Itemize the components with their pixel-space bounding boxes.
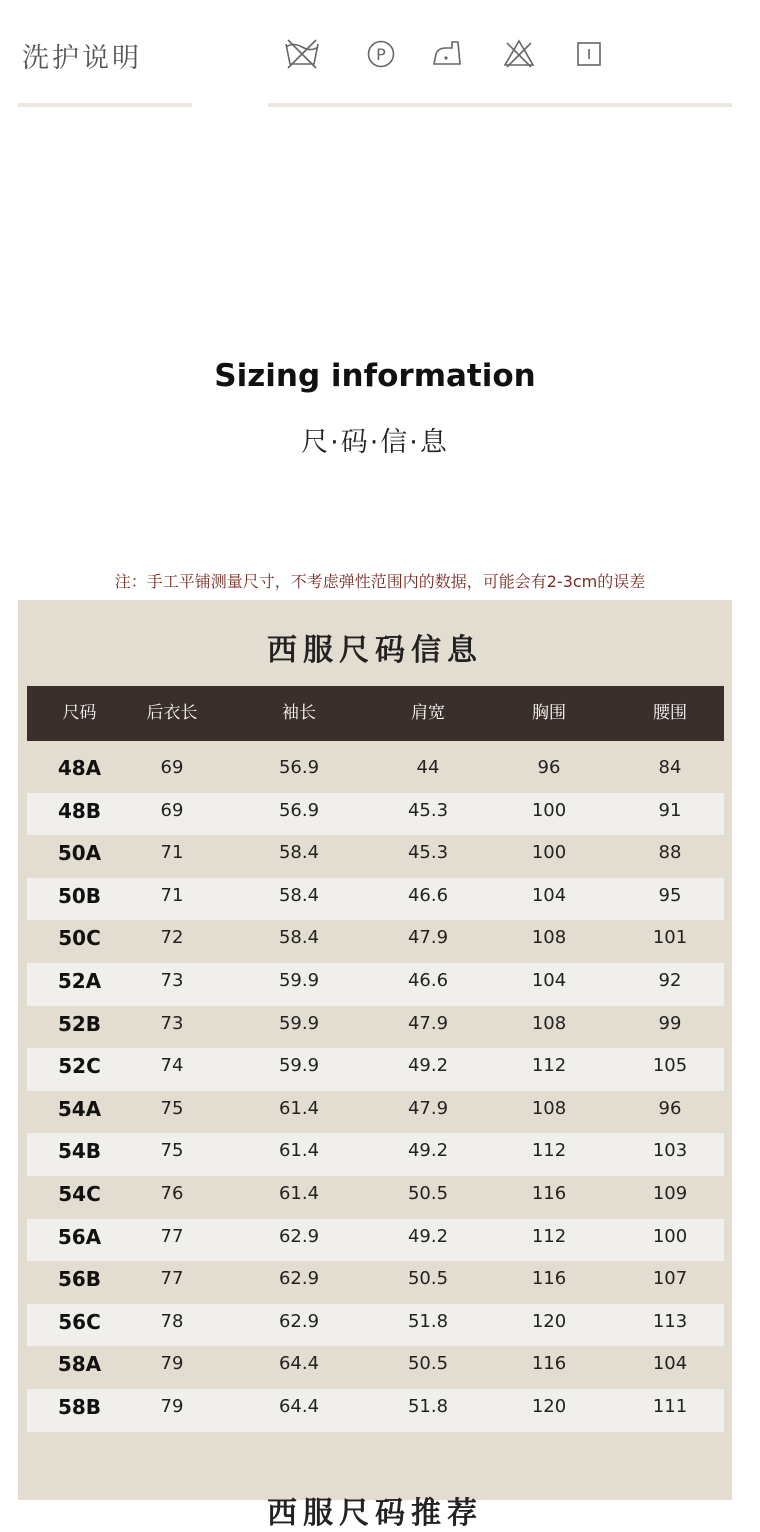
value-cell: 103 [652, 1140, 688, 1162]
value-cell: 45.3 [407, 842, 449, 864]
svg-text:P: P [376, 45, 386, 64]
value-cell: 95 [658, 884, 682, 906]
value-cell: 109 [652, 1182, 688, 1204]
value-cell: 59.9 [278, 1055, 320, 1077]
value-cell: 62.9 [278, 1310, 320, 1332]
table-title: 西服尺码信息 [267, 633, 483, 668]
size-cell: 54A [57, 1096, 102, 1121]
table-row [27, 1133, 724, 1176]
value-cell: 72 [160, 927, 184, 949]
value-cell: 64.4 [278, 1353, 320, 1375]
value-cell: 58.4 [278, 884, 320, 906]
no-wash-icon [283, 36, 321, 72]
value-cell: 69 [160, 799, 184, 821]
value-cell: 100 [531, 842, 567, 864]
value-cell: 100 [531, 799, 567, 821]
value-cell: 100 [652, 1225, 688, 1247]
value-cell: 96 [537, 757, 561, 778]
size-cell: 50C [58, 926, 101, 951]
value-cell: 79 [160, 1353, 184, 1375]
value-cell: 75 [160, 1097, 184, 1119]
size-cell: 56B [57, 1267, 102, 1292]
table-row [27, 1091, 724, 1134]
value-cell: 108 [531, 1097, 567, 1119]
table-body [27, 750, 724, 1432]
care-instructions-header [0, 0, 750, 110]
value-cell: 116 [531, 1182, 567, 1204]
table-row [27, 1048, 724, 1091]
table-row [27, 1176, 724, 1219]
header-sleeve: 袖长 [282, 703, 316, 723]
value-cell: 104 [531, 969, 567, 991]
value-cell: 79 [160, 1395, 184, 1417]
value-cell: 44 [416, 757, 440, 778]
table-row [27, 1389, 724, 1432]
sizing-title-en: Sizing information [214, 358, 536, 394]
value-cell: 104 [531, 884, 567, 906]
size-table-panel [18, 600, 732, 1531]
size-cell: 58A [57, 1352, 102, 1377]
value-cell: 47.9 [407, 927, 449, 949]
measurement-note: 注：手工平铺测量尺寸，不考虑弹性范围内的数据，可能会有2-3cm的误差 [114, 572, 646, 591]
sizing-title-cn: 尺·码·信·息 [301, 427, 449, 458]
value-cell: 49.2 [407, 1055, 449, 1077]
value-cell: 77 [160, 1225, 184, 1247]
table-row [27, 835, 724, 878]
value-cell: 113 [652, 1310, 688, 1332]
value-cell: 108 [531, 927, 567, 949]
value-cell: 49.2 [407, 1225, 449, 1247]
header-back-length: 后衣长 [146, 703, 198, 723]
value-cell: 61.4 [278, 1140, 320, 1162]
value-cell: 96 [658, 1097, 682, 1119]
table-row [27, 1006, 724, 1049]
value-cell: 104 [652, 1353, 688, 1375]
value-cell: 69 [160, 757, 184, 778]
size-cell: 50A [57, 841, 102, 866]
value-cell: 112 [531, 1055, 567, 1077]
value-cell: 107 [652, 1268, 688, 1290]
table-row [27, 1261, 724, 1304]
value-cell: 61.4 [278, 1182, 320, 1204]
value-cell: 120 [531, 1395, 567, 1417]
care-title: 洗护说明 [22, 43, 142, 74]
table-row [27, 878, 724, 921]
table-row [27, 963, 724, 1006]
value-cell: 47.9 [407, 1012, 449, 1034]
table-row [27, 1219, 724, 1262]
value-cell: 74 [160, 1055, 184, 1077]
value-cell: 84 [658, 757, 682, 778]
value-cell: 62.9 [278, 1268, 320, 1290]
size-cell: 50B [57, 883, 102, 908]
value-cell: 111 [652, 1395, 688, 1417]
value-cell: 78 [160, 1310, 184, 1332]
value-cell: 116 [531, 1353, 567, 1375]
value-cell: 101 [652, 927, 688, 949]
value-cell: 73 [160, 969, 184, 991]
size-cell: 54C [58, 1181, 101, 1206]
size-cell: 52B [57, 1011, 102, 1036]
value-cell: 49.2 [407, 1140, 449, 1162]
value-cell: 62.9 [278, 1225, 320, 1247]
header-chest: 胸围 [532, 703, 566, 723]
value-cell: 71 [160, 884, 184, 906]
value-cell: 59.9 [278, 1012, 320, 1034]
table-row [27, 1304, 724, 1347]
value-cell: 116 [531, 1268, 567, 1290]
size-cell: 48A [57, 756, 102, 780]
value-cell: 112 [531, 1225, 567, 1247]
value-cell: 73 [160, 1012, 184, 1034]
value-cell: 77 [160, 1268, 184, 1290]
value-cell: 50.5 [407, 1353, 449, 1375]
value-cell: 105 [652, 1055, 688, 1077]
table-row [27, 750, 724, 793]
value-cell: 51.8 [407, 1310, 449, 1332]
value-cell: 91 [658, 799, 682, 821]
value-cell: 71 [160, 842, 184, 864]
header-divider-left [18, 103, 192, 107]
value-cell: 120 [531, 1310, 567, 1332]
size-cell: 54B [57, 1139, 102, 1164]
value-cell: 56.9 [278, 799, 320, 821]
value-cell: 99 [658, 1012, 682, 1034]
header-size: 尺码 [62, 703, 97, 723]
header-waist: 腰围 [653, 703, 687, 723]
table-row [27, 1346, 724, 1389]
size-cell: 58B [57, 1394, 102, 1419]
value-cell: 64.4 [278, 1395, 320, 1417]
value-cell: 88 [658, 842, 682, 864]
table-header [27, 686, 724, 741]
value-cell: 112 [531, 1140, 567, 1162]
value-cell: 108 [531, 1012, 567, 1034]
recommendation-title: 西服尺码推荐 [267, 1496, 483, 1531]
care-icons-row [0, 36, 750, 72]
value-cell: 51.8 [407, 1395, 449, 1417]
size-cell: 56A [57, 1224, 102, 1249]
value-cell: 46.6 [407, 969, 449, 991]
value-cell: 75 [160, 1140, 184, 1162]
header-shoulder: 肩宽 [411, 703, 445, 723]
size-cell: 52A [57, 968, 102, 993]
value-cell: 50.5 [407, 1268, 449, 1290]
value-cell: 47.9 [407, 1097, 449, 1119]
value-cell: 56.9 [278, 757, 320, 778]
value-cell: 59.9 [278, 969, 320, 991]
value-cell: 92 [658, 969, 682, 991]
tumble-dry-icon [570, 36, 608, 72]
header-divider-right [268, 103, 732, 107]
value-cell: 58.4 [278, 842, 320, 864]
no-bleach-icon [500, 36, 538, 72]
dry-clean-p-icon [362, 36, 400, 72]
table-row [27, 920, 724, 963]
value-cell: 76 [160, 1182, 184, 1204]
size-cell: 48B [57, 798, 102, 823]
value-cell: 45.3 [407, 799, 449, 821]
value-cell: 61.4 [278, 1097, 320, 1119]
value-cell: 58.4 [278, 927, 320, 949]
table-row [27, 793, 724, 836]
value-cell: 50.5 [407, 1182, 449, 1204]
size-cell: 56C [58, 1309, 101, 1334]
iron-low-icon [428, 36, 466, 72]
value-cell: 46.6 [407, 884, 449, 906]
size-cell: 52C [58, 1054, 101, 1079]
